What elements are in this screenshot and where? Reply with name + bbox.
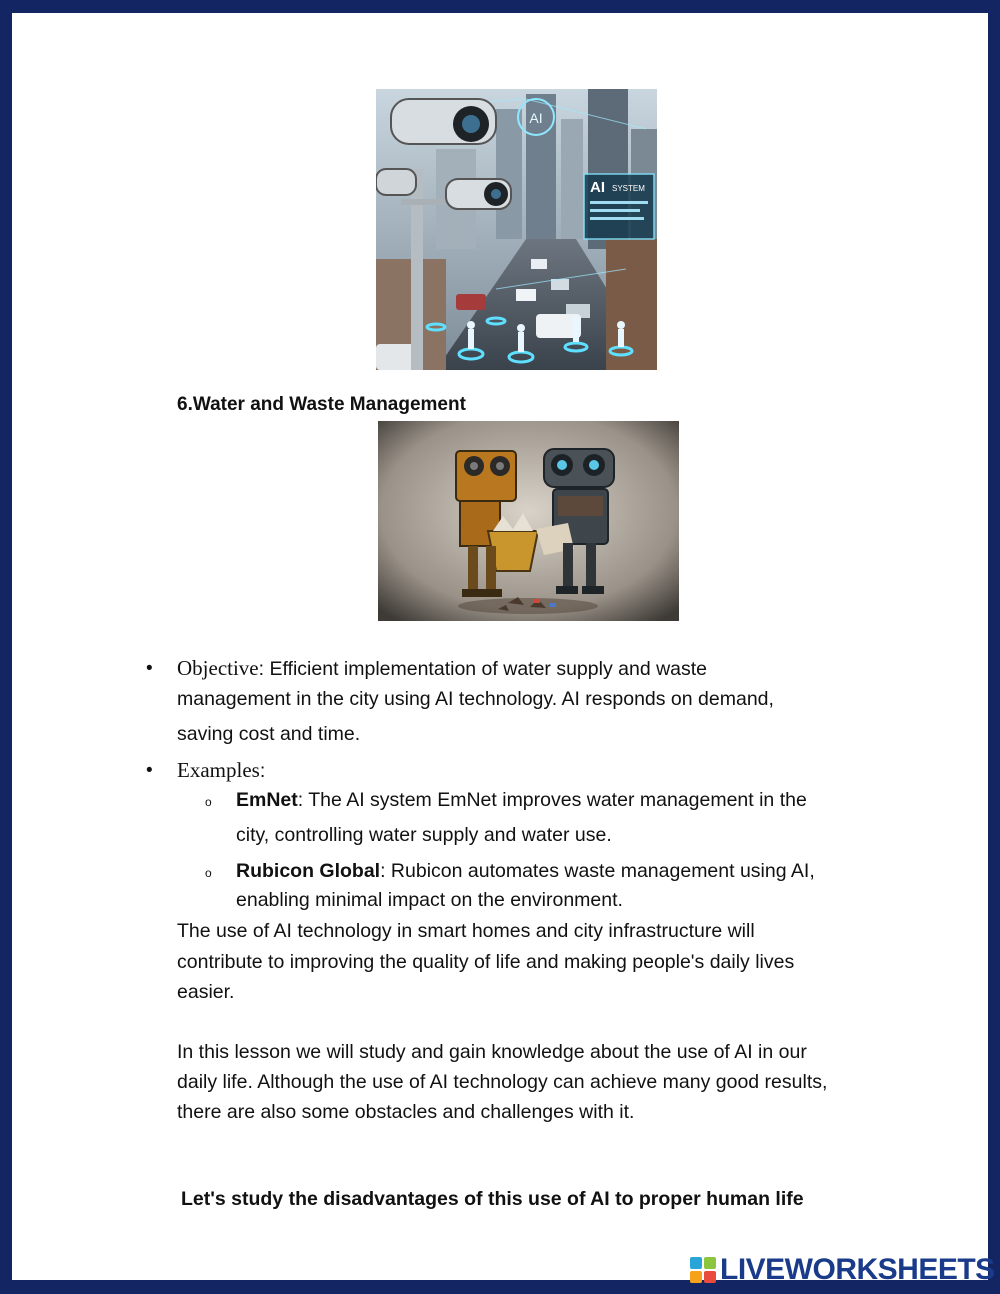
image-ai-label: AI bbox=[529, 110, 543, 126]
example-rubicon-line-2: enabling minimal impact on the environment. bbox=[236, 889, 623, 911]
example-emnet-text-1: : The AI system EmNet improves water management in the bbox=[297, 789, 807, 811]
lesson-line-3: there are also some obstacles and challenges with it. bbox=[177, 1101, 635, 1123]
image-system-label: SYSTEM bbox=[612, 184, 645, 193]
summary-line-3: easier. bbox=[177, 981, 235, 1003]
objective-line-1 bbox=[177, 653, 707, 685]
summary-line-1: The use of AI technology in smart homes and city infrastructure will bbox=[177, 920, 755, 942]
sub-bullet-circle: o bbox=[205, 795, 212, 809]
image-ai-system-label: AI bbox=[590, 179, 605, 196]
objective-line-3: saving cost and time. bbox=[177, 723, 361, 745]
example-rubicon-name: Rubicon Global bbox=[236, 860, 381, 882]
sub-bullet-circle: o bbox=[205, 866, 212, 880]
closing-statement: Let's study the disadvantages of this use of AI to proper human life bbox=[181, 1188, 804, 1210]
smart-city-camera-image bbox=[376, 89, 657, 370]
waste-robots-image bbox=[378, 421, 679, 621]
objective-text-1: : Efficient implementation of water supply and waste bbox=[258, 658, 708, 680]
example-emnet-line-1 bbox=[236, 785, 807, 816]
example-emnet-line-2: city, controlling water supply and water use. bbox=[236, 824, 612, 846]
examples-colon: : bbox=[259, 760, 266, 782]
bullet-dot: • bbox=[146, 658, 153, 679]
example-rubicon-text-1: : Rubicon automates waste management using AI, bbox=[380, 860, 815, 882]
examples-line bbox=[177, 755, 265, 787]
summary-line-2: contribute to improving the quality of life and making people's daily lives bbox=[177, 951, 795, 973]
bullet-dot: • bbox=[146, 760, 153, 781]
example-emnet-name: EmNet bbox=[236, 789, 298, 811]
objective-line-2: management in the city using AI technology. AI responds on demand, bbox=[177, 688, 774, 710]
lesson-line-1: In this lesson we will study and gain knowledge about the use of AI in our bbox=[177, 1041, 807, 1063]
examples-label: Examples bbox=[177, 758, 260, 782]
example-rubicon-line-1 bbox=[236, 856, 815, 887]
liveworksheets-brand[interactable] bbox=[690, 1255, 995, 1285]
liveworksheets-logo-icon bbox=[690, 1257, 716, 1283]
liveworksheets-text: LIVEWORKSHEETS bbox=[720, 1253, 995, 1286]
lesson-line-2: daily life. Although the use of AI technology can achieve many good results, bbox=[177, 1071, 828, 1093]
section-heading: 6.Water and Waste Management bbox=[177, 394, 466, 415]
objective-label: Objective bbox=[177, 656, 259, 680]
